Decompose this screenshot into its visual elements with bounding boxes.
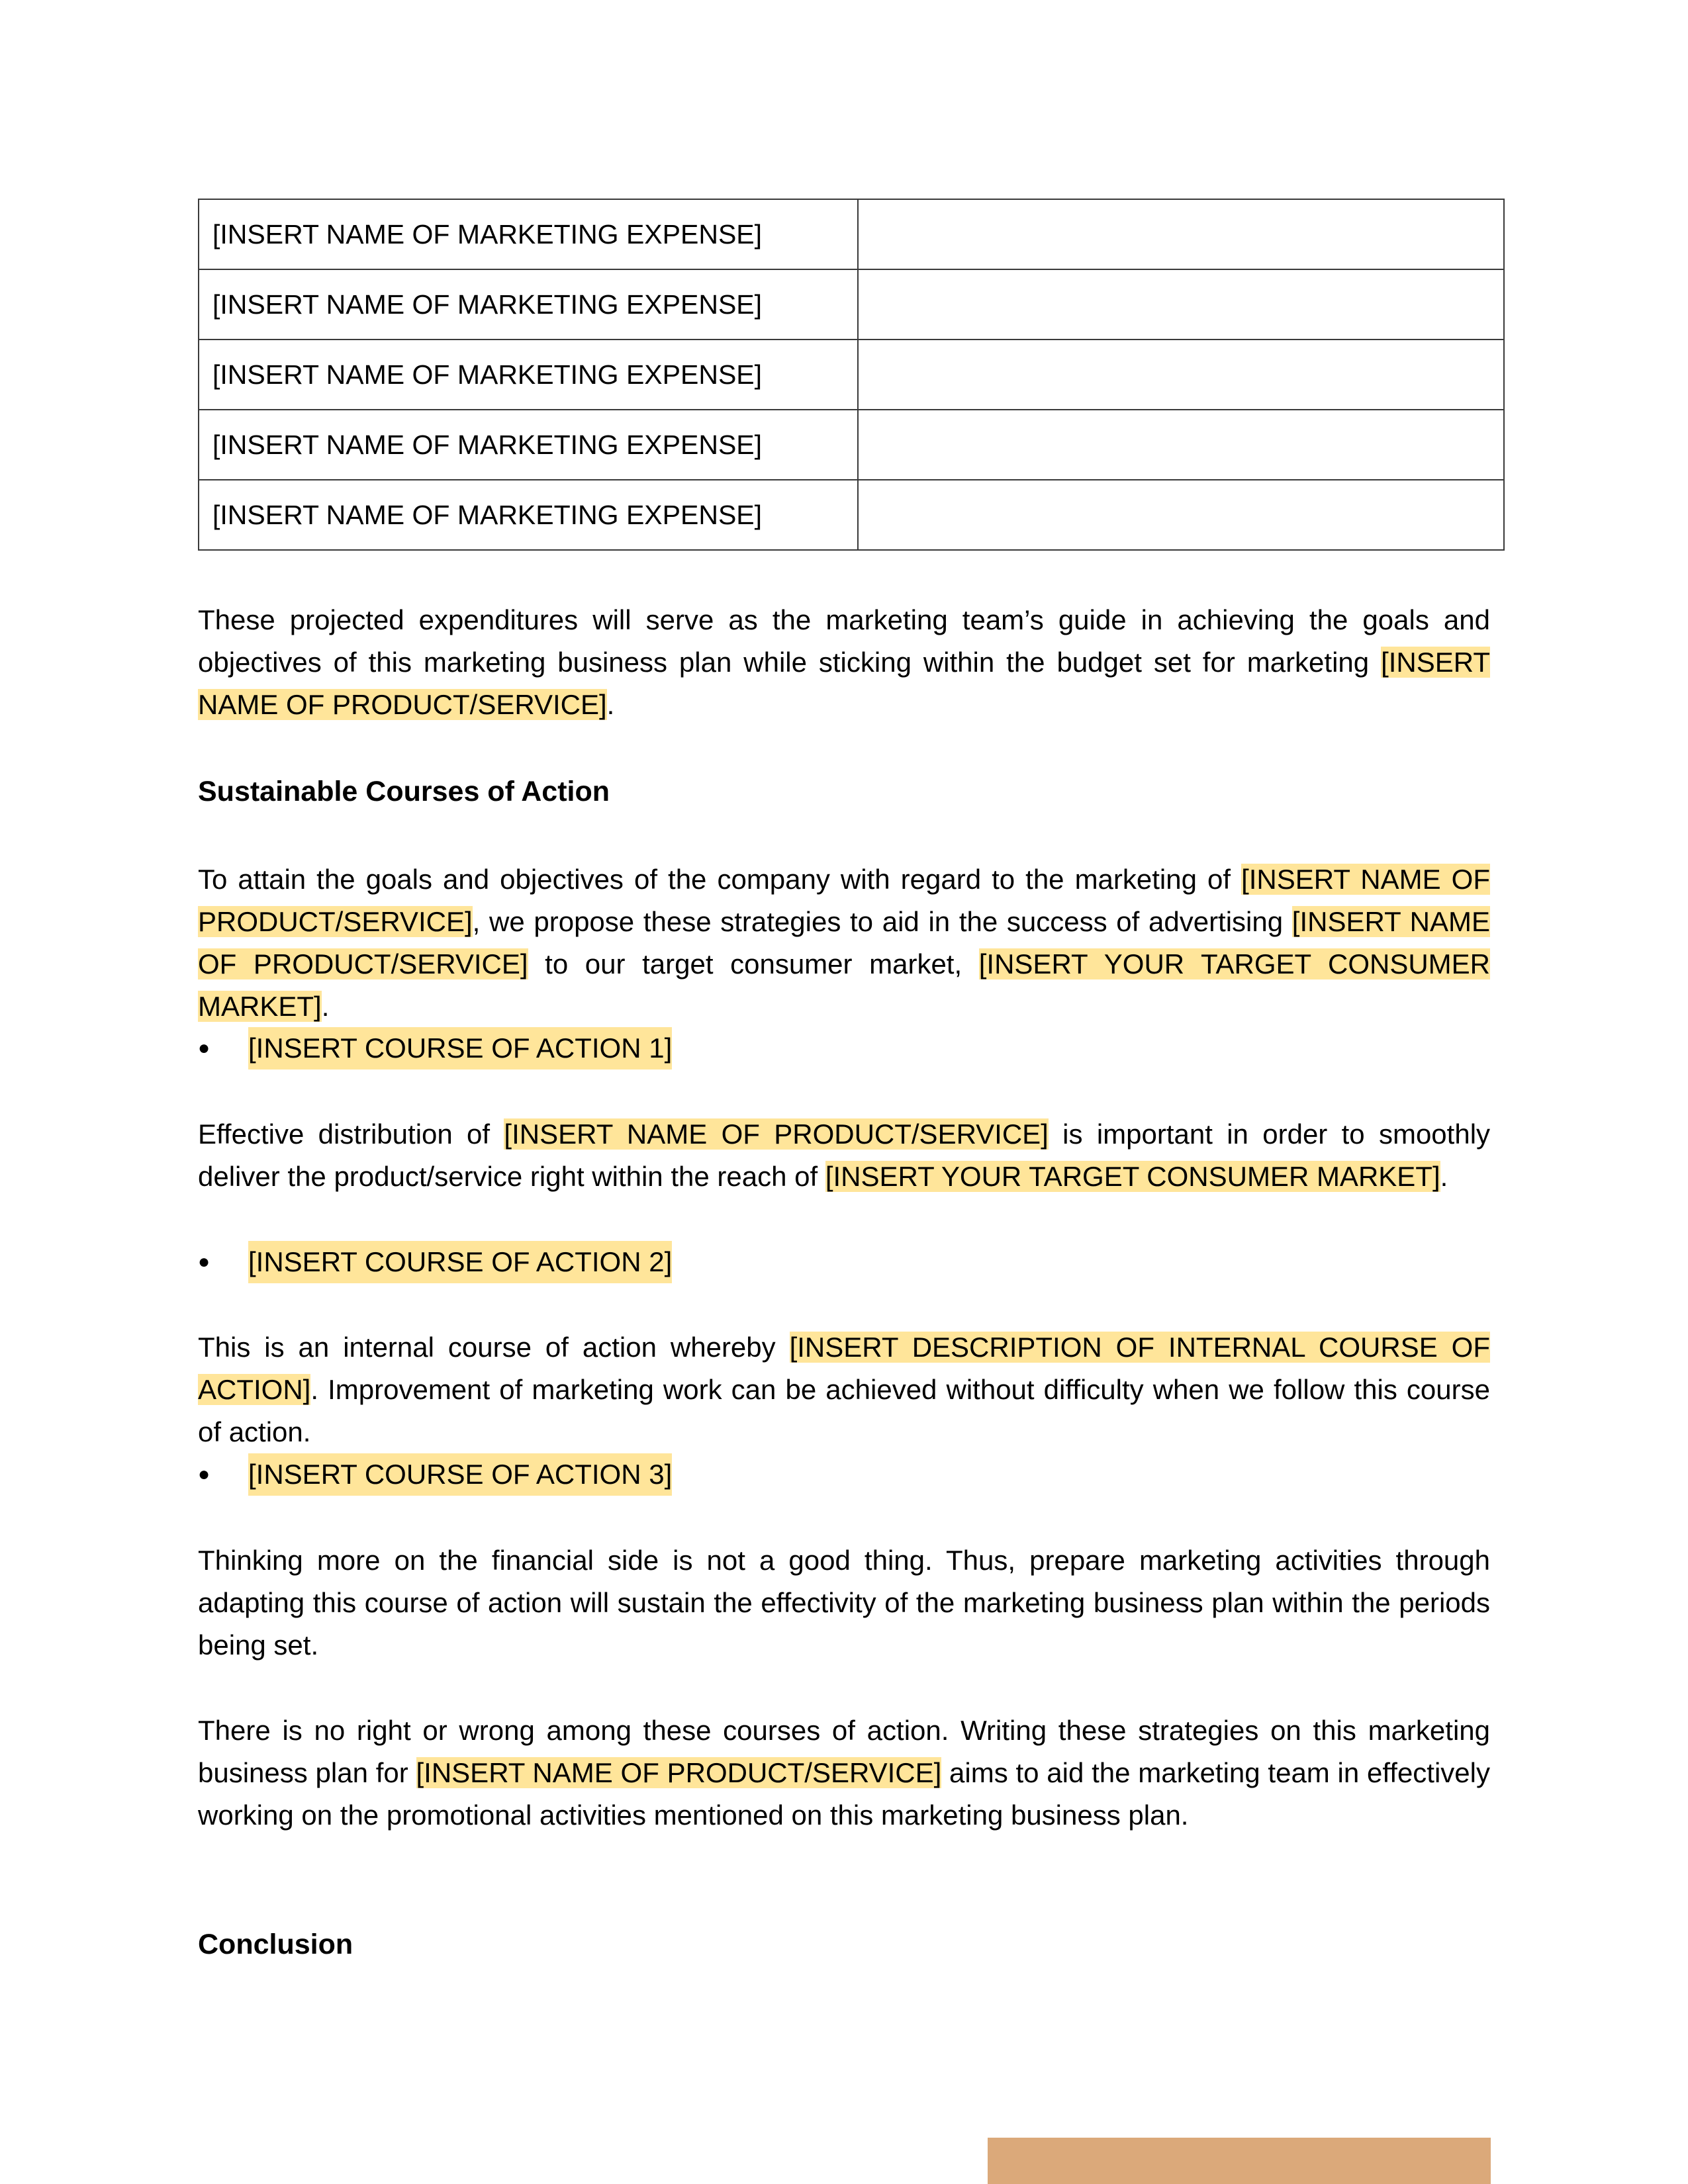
expense-amount-cell bbox=[858, 410, 1504, 480]
paragraph-text: . bbox=[606, 689, 615, 720]
paragraph-text: There is no right or wrong among these courses of action. Writing these strategies on this marketing business plan for bbox=[198, 1715, 1490, 1788]
paragraph-text: . bbox=[321, 991, 330, 1022]
expense-name-cell: [INSERT NAME OF MARKETING EXPENSE] bbox=[199, 340, 858, 410]
expense-amount-cell bbox=[858, 480, 1504, 550]
table-row bbox=[199, 269, 1504, 340]
footer-accent-bar bbox=[988, 2138, 1491, 2184]
paragraph-text: aims to aid the marketing team in effectively working on the promotional activities mentioned on this marketing business plan. bbox=[198, 1757, 1490, 1831]
placeholder-product-service: [INSERT NAME OF PRODUCT/SERVICE] bbox=[198, 906, 1490, 979]
expense-amount-cell bbox=[858, 269, 1504, 340]
bullet-course-of-action-3 bbox=[198, 1453, 672, 1496]
paragraph-text: This is an internal course of action whereby bbox=[198, 1332, 790, 1363]
placeholder-course-of-action: [INSERT COURSE OF ACTION 1] bbox=[248, 1027, 672, 1069]
projected-expenditures-paragraph bbox=[198, 599, 1490, 726]
internal-course-paragraph bbox=[198, 1326, 1490, 1453]
paragraph-text: to our target consumer market, bbox=[528, 948, 979, 979]
table-row bbox=[199, 199, 1504, 269]
table-row bbox=[199, 410, 1504, 480]
placeholder-target-market: [INSERT YOUR TARGET CONSUMER MARKET] bbox=[825, 1161, 1440, 1192]
expense-name-cell: [INSERT NAME OF MARKETING EXPENSE] bbox=[199, 269, 858, 340]
expense-amount-cell bbox=[858, 199, 1504, 269]
paragraph-text: , we propose these strategies to aid in the success of advertising bbox=[472, 906, 1292, 937]
bullet-course-of-action-2 bbox=[198, 1241, 672, 1283]
expense-name-cell: [INSERT NAME OF MARKETING EXPENSE] bbox=[199, 480, 858, 550]
placeholder-course-of-action: [INSERT COURSE OF ACTION 3] bbox=[248, 1453, 672, 1496]
financial-side-paragraph: Thinking more on the financial side is not a good thing. Thus, prepare marketing activities through adapting this course of action will sustain the effectivity of the marketing business plan within the periods being set. bbox=[198, 1545, 1490, 1661]
placeholder-internal-course: [INSERT DESCRIPTION OF INTERNAL COURSE OF ACTION] bbox=[198, 1332, 1490, 1405]
bullet-icon: ● bbox=[198, 1463, 211, 1485]
placeholder-product-service: [INSERT NAME OF PRODUCT/SERVICE] bbox=[416, 1757, 942, 1788]
paragraph-text: To attain the goals and objectives of the company with regard to the marketing of bbox=[198, 864, 1242, 895]
expense-amount-cell bbox=[858, 340, 1504, 410]
placeholder-course-of-action: [INSERT COURSE OF ACTION 2] bbox=[248, 1241, 672, 1283]
expense-name-cell: [INSERT NAME OF MARKETING EXPENSE] bbox=[199, 199, 858, 269]
table-row bbox=[199, 480, 1504, 550]
bullet-course-of-action-1 bbox=[198, 1027, 672, 1069]
distribution-paragraph bbox=[198, 1113, 1490, 1198]
no-right-or-wrong-paragraph bbox=[198, 1709, 1490, 1837]
expense-name-cell: [INSERT NAME OF MARKETING EXPENSE] bbox=[199, 410, 858, 480]
paragraph-text: is important in order to smoothly deliver the product/service right within the reach of bbox=[198, 1118, 1491, 1192]
section-heading-conclusion: Conclusion bbox=[198, 1929, 353, 1960]
bullet-icon: ● bbox=[198, 1251, 211, 1273]
marketing-expense-table bbox=[198, 199, 1505, 551]
paragraph-text: Effective distribution of bbox=[198, 1118, 504, 1150]
placeholder-product-service: [INSERT NAME OF PRODUCT/SERVICE] bbox=[198, 864, 1491, 937]
paragraph-text: These projected expenditures will serve as the marketing team’s guide in achieving the goals and objectives of this marketing business plan while sticking within the budget set for marketing bbox=[198, 604, 1490, 678]
table-row bbox=[199, 340, 1504, 410]
paragraph-text: . bbox=[1440, 1161, 1448, 1192]
placeholder-product-service: [INSERT NAME OF PRODUCT/SERVICE] bbox=[504, 1118, 1049, 1150]
section-heading-sustainable-courses: Sustainable Courses of Action bbox=[198, 776, 610, 807]
bullet-icon: ● bbox=[198, 1037, 211, 1059]
paragraph-text: . Improvement of marketing work can be achieved without difficulty when we follow this course of action. bbox=[198, 1374, 1490, 1447]
placeholder-product-service: [INSERT NAME OF PRODUCT/SERVICE] bbox=[198, 647, 1490, 720]
strategies-intro-paragraph bbox=[198, 858, 1490, 1028]
placeholder-target-market: [INSERT YOUR TARGET CONSUMER MARKET] bbox=[198, 948, 1491, 1022]
